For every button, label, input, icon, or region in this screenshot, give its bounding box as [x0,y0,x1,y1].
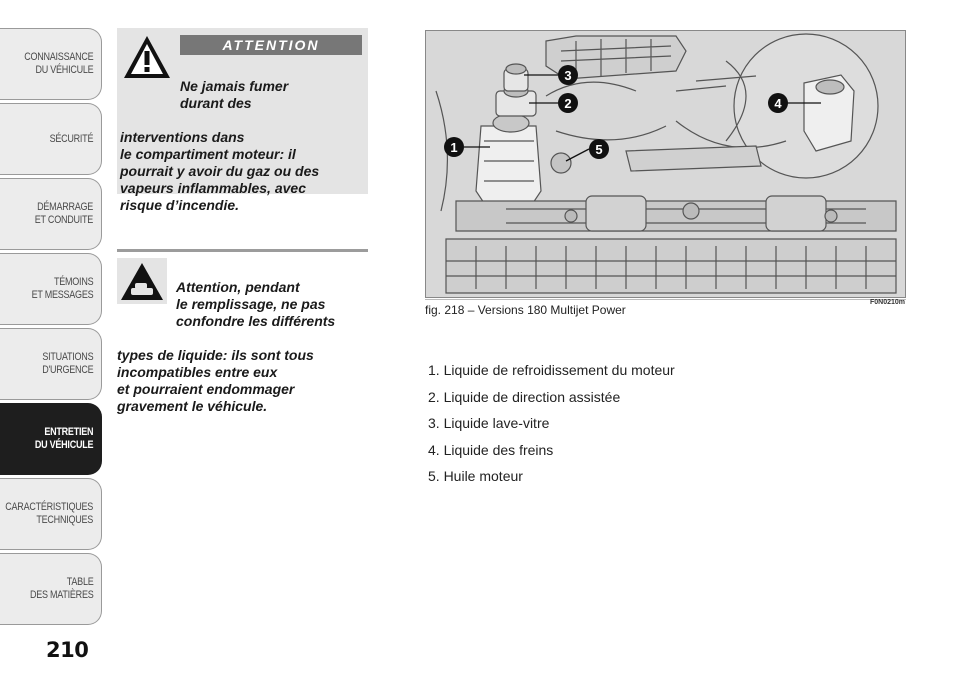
callout-5 [589,139,609,159]
tab-situations-d-urgence[interactable] [0,328,102,400]
page-number: 210 [46,638,89,662]
tab-table-des-matieres[interactable] [0,553,102,625]
tab-label: SITUATIONS D'URGENCE [41,351,93,376]
tab-label: TÉMOINS ET MESSAGES [31,276,93,301]
smoking-warning-text [120,61,368,214]
warning-lead: Attention, pendant le remplissage, ne pas confondre les différents [176,279,336,329]
callout-number: 5 [595,142,603,157]
callout-1 [444,137,464,157]
callout-number: 1 [450,140,458,155]
tab-demarrage-et-conduite[interactable] [0,178,102,250]
list-item: 4. Liquide des freins [428,441,554,458]
tab-entretien-du-vehicule[interactable] [0,403,102,475]
engine-bay-illustration [426,31,906,298]
callout-number: 3 [564,68,572,83]
figure-caption: fig. 218 – Versions 180 Multijet Power [425,303,626,317]
warning-lead: Ne jamais fumer durant des [180,78,289,111]
tab-caracteristiques-techniques[interactable] [0,478,102,550]
tab-label: CARACTÉRISTIQUES TECHNIQUES [5,501,93,526]
tab-connaissance-du-vehicule[interactable] [0,28,102,100]
callout-number: 2 [564,96,572,111]
list-item: 2. Liquide de direction assistée [428,388,621,405]
engine-bay-figure [425,30,906,298]
tab-temoins-et-messages[interactable] [0,253,102,325]
callout-4 [768,93,788,113]
list-item: 5. Huile moteur [428,468,523,484]
list-item: 3. Liquide lave-vitre [428,415,550,431]
tab-label: TABLE DES MATIÈRES [29,576,93,601]
attention-label: ATTENTION [180,35,362,55]
list-item: 1. Liquide de refroidissement du moteur [428,362,675,378]
section-divider [117,249,368,252]
tab-label: DÉMARRAGE ET CONDUITE [34,201,93,226]
tab-label: CONNAISSANCE DU VÉHICULE [23,51,93,76]
figure-divider [425,299,906,300]
tab-securite[interactable] [0,103,102,175]
callout-3 [558,65,578,85]
warning-body: types de liquide: ils sont tous incompatibles entre eux et pourraient endommager gravement le véhicule. [117,347,314,414]
callout-number: 4 [774,96,782,111]
fluid-legend [428,357,675,490]
figure-code: F0N0210m [870,299,906,306]
tab-label: ENTRETIEN DU VÉHICULE [34,426,93,451]
callout-2 [558,93,578,113]
warning-body: interventions dans le compartiment moteur: il pourrait y avoir du gaz ou des vapeurs inflammables, avec risque d’incendie. [120,129,320,213]
tab-label: SÉCURITÉ [49,132,93,145]
fluid-mix-warning-text [117,262,368,415]
